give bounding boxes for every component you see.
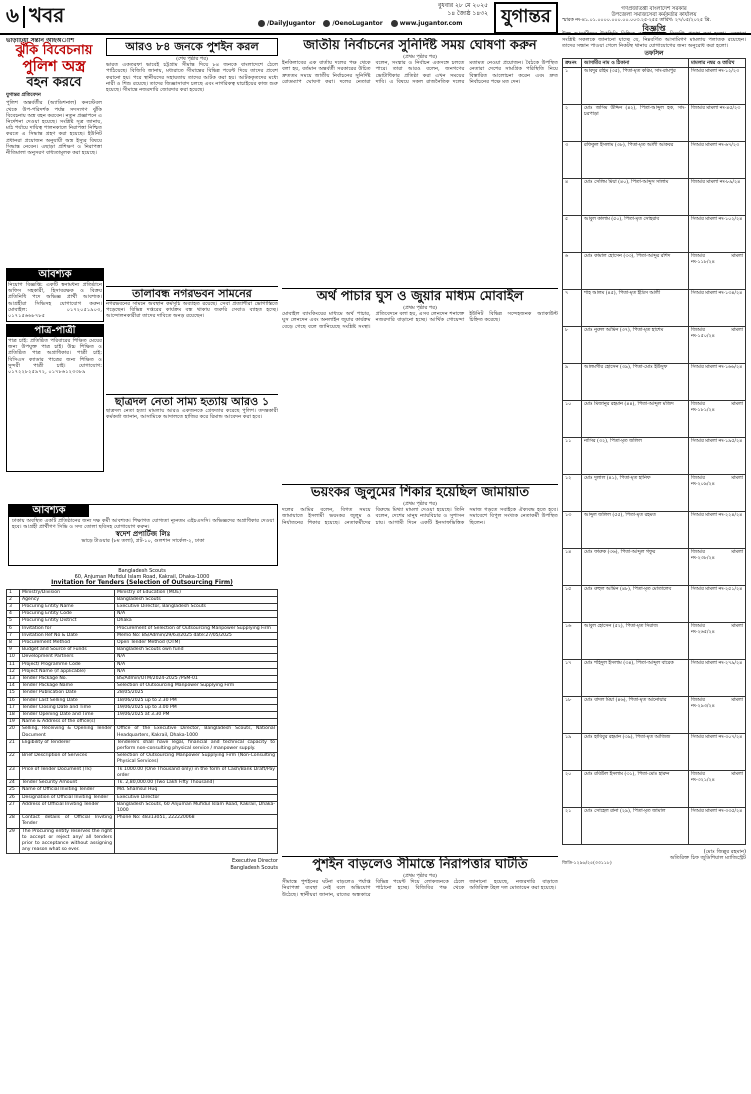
story-headline: ছাত্রদল নেতা সাম্য হত্যায় আরও ১ bbox=[106, 394, 278, 408]
masthead-left bbox=[6, 4, 64, 30]
accused-name: মোঃ জসিম উদ্দিন (৪২), পিতা-আব্দুল হক, সাং-চরপাড়া bbox=[582, 104, 689, 141]
tender-row-label: Tender Opening Date and Time bbox=[20, 712, 115, 719]
tender-row-no: 1 bbox=[7, 589, 20, 596]
tender-row-label: Tender Publication Date bbox=[20, 690, 115, 697]
notice-intro: উক্ত আসামীদের উপস্থিতি নিশ্চিত করার নিমিত্তে বিজ্ঞপ্তি প্রকাশ করা হলো। এতদ্বারা সংশ্লিষ্ট সকলকে জানানো যাচ্ছে যে, নিম্নবর্ণিত আসামিগণ মামলায় পলাতক রয়েছেন। তাদের সন্ধান পাওয়া গেলে নিকটস্থ থানায় যোগাযোগের জন্য অনুরোধ করা হলো। bbox=[562, 30, 746, 50]
accused-row bbox=[563, 437, 746, 474]
accused-case: সিআর মামলা নং-১৬৬/২৪ bbox=[689, 363, 746, 400]
accused-name: নাসির (৩২), পিতা-মৃত জলিল bbox=[582, 437, 689, 474]
accused-name: আবুল কালাম (৫০), পিতা-মৃত সোহরাব bbox=[582, 215, 689, 252]
accused-row bbox=[563, 141, 746, 178]
tender-row-label: Brief Description of Services bbox=[20, 753, 115, 766]
story-body: নগরভবনের সামনে অবস্থান কর্মসূচি অব্যাহত রয়েছে। সেবা প্রত্যাশীরা ভোগান্তিতে পড়েছেন। বিভিন্ন দপ্তরের কার্যক্রম বন্ধ থাকায় জরুরি সেবাও ব্যাহত হচ্ছে। আন্দোলনকারীরা তাদের দাবিতে অনড় রয়েছেন। bbox=[106, 301, 278, 320]
story-border-security bbox=[282, 856, 558, 1056]
story-kicker: (প্রথম পৃষ্ঠার পর) bbox=[403, 501, 437, 507]
ad-title: আবশ্যক bbox=[9, 505, 89, 517]
tender-row bbox=[7, 719, 278, 726]
tender-row bbox=[7, 611, 278, 618]
accused-case: জিআর মামলা নং-২৬৫/২৪ bbox=[689, 622, 746, 659]
accused-case: সিআর মামলা নং-১৯৫/২৪ bbox=[689, 437, 746, 474]
tender-row-label: Invitation Ref No & Date bbox=[20, 632, 115, 639]
story-body: মোবাইল ব্যাংকিংয়ের মাধ্যমে অর্থ পাচার, ঘুস লেনদেন এবং অনলাইন জুয়ার কার্যক্রম বেড়ে গেছে বলে জানিয়েছে সংশ্লিষ্ট সংস্থা। প্রতিবেদনে বলা হয়, এসব লেনদেন শনাক্তে নজরদারি বাড়ানো হচ্ছে। আর্থিক গোয়েন্দা ইউনিট বিভিন্ন সন্দেহজনক অ্যাকাউন্ট চিহ্নিত করেছে। bbox=[282, 311, 558, 330]
date-line-1: বুধবার ২৮ মে ২০২৫ bbox=[438, 2, 488, 9]
accused-no: ৯ bbox=[563, 363, 582, 400]
tender-row-label: Procurement Method bbox=[20, 640, 115, 647]
notice-signer: (মোঃ জিল্লুর রহমান) bbox=[703, 848, 746, 855]
accused-name: আবুল হোসেন (৫২), পিতা-মৃত সিরাজ bbox=[582, 622, 689, 659]
tender-row-value: 19/06/2025 up to 3.00 PM bbox=[115, 704, 278, 711]
tender-row-label: Designation of Official Inviting Tender bbox=[20, 794, 115, 801]
accused-name: মোঃ কামাল হোসেন (৩৩), পিতা-আব্দুর রশিদ bbox=[582, 252, 689, 289]
tender-row-label: Tender Closing Date and Time bbox=[20, 704, 115, 711]
tender-row bbox=[7, 766, 278, 779]
tender-row-no: 14 bbox=[7, 683, 20, 690]
accused-case: জিআর মামলা নং-২৩৮/২৪ bbox=[689, 548, 746, 585]
accused-row bbox=[563, 585, 746, 622]
accused-name: মোঃ রবিউল ইসলাম (৩১), পিতা-মোঃ হারুন bbox=[582, 770, 689, 807]
accused-no: ১২ bbox=[563, 474, 582, 511]
tender-row-no: 20 bbox=[7, 726, 20, 739]
tender-row-label: Name of Official Inviting Tender bbox=[20, 787, 115, 794]
col-header-no: ক্রঃনং bbox=[563, 58, 582, 67]
accused-case: সিআর মামলা নং-৩৩৫/২৪ bbox=[689, 807, 746, 844]
story-kicker: (শেষ পৃষ্ঠার পর) bbox=[176, 56, 208, 62]
tender-row-value: Selection of Outsourcing Manpower Supplying Firm bbox=[115, 683, 278, 690]
tender-row-label: Budget and Source of Funds bbox=[20, 647, 115, 654]
col-header-case: মামলার নম্বর ও তারিখ bbox=[689, 58, 746, 67]
accused-case: জিআর মামলা নং-২৯৩/২৪ bbox=[689, 696, 746, 733]
story-kicker: (প্রথম পৃষ্ঠার পর) bbox=[403, 873, 437, 879]
accused-case: জিআর মামলা নং-৩২১/২৪ bbox=[689, 770, 746, 807]
accused-row bbox=[563, 548, 746, 585]
accused-name: মোঃ হাবিবুর রহমান (৩৯), পিতা-মৃত আজিজ bbox=[582, 733, 689, 770]
accused-name: আবদুর রহিম (৩৫), পিতা-মৃত করিম, সাং-রামপুর bbox=[582, 67, 689, 104]
tender-row-label: Project Name (if applicable) bbox=[20, 668, 115, 675]
accused-row bbox=[563, 659, 746, 696]
tender-row bbox=[7, 697, 278, 704]
accused-row bbox=[563, 622, 746, 659]
accused-row bbox=[563, 474, 746, 511]
story-byline: যুগান্তর প্রতিবেদন bbox=[6, 92, 41, 99]
accused-row bbox=[563, 67, 746, 104]
story-body: দলের আমির বলেন, বিগত সময়ে জামায়াতে ইসলামী ভয়ংকর জুলুম ও নির্যাতনের শিকার হয়েছে। নেতাকর্মীদের বিরুদ্ধে মিথ্যা মামলা দেওয়া হয়েছে। তিনি বলেন, দেশের মানুষ ন্যায়বিচার ও সুশাসন চায়। আগামী দিনে একটি ইনসাফভিত্তিক সমাজ গড়তে সবাইকে ঐক্যবদ্ধ হতে হবে। সমাবেশে বিপুল সংখ্যক নেতাকর্মী উপস্থিত ছিলেন। bbox=[282, 507, 558, 526]
tender-row-label: Procuring Entity Code bbox=[20, 611, 115, 618]
accused-table bbox=[562, 58, 746, 845]
accused-row bbox=[563, 252, 746, 289]
tender-row bbox=[7, 618, 278, 625]
accused-name: আব্দুল জলিল (৫৫), পিতা-মৃত রহমত bbox=[582, 511, 689, 548]
story-city-hall bbox=[106, 286, 278, 390]
social-link-facebook[interactable]: /DailyJugantor bbox=[258, 20, 315, 27]
story-police-weapons bbox=[6, 38, 102, 266]
facebook-icon bbox=[258, 20, 265, 27]
accused-case: জিআর মামলা নং-২০৯/২৪ bbox=[689, 474, 746, 511]
tender-row-value: Open Tender Method (OTM) bbox=[115, 640, 278, 647]
tender-row-label: Development Partners bbox=[20, 654, 115, 661]
tender-row bbox=[7, 661, 278, 668]
date-line-2: ১৪ জ্যৈষ্ঠ ১৪৩২ bbox=[447, 10, 488, 17]
story-election bbox=[282, 38, 558, 270]
tender-row-no: 10 bbox=[7, 654, 20, 661]
tender-row-label: Eligibility of Tenderer bbox=[20, 739, 115, 752]
tender-row-value: Tk. 2,80,000.00 (Two Lakh Fifty Thousand) bbox=[115, 780, 278, 787]
story-headline: পুশইন বাড়লেও সীমান্তে নিরাপত্তার ঘাটতি bbox=[282, 856, 558, 873]
tender-row-label: Ministry/Division bbox=[20, 589, 115, 596]
tender-row-label: Invitation for bbox=[20, 625, 115, 632]
tender-row-no: 12 bbox=[7, 668, 20, 675]
accused-case: জিআর মামলা নং-১১৮/২৪ bbox=[689, 252, 746, 289]
tender-row bbox=[7, 801, 278, 814]
accused-name: মোঃ সেলিম মিয়া (৪০), পিতা-আব্দুস সালাম bbox=[582, 178, 689, 215]
story-headline: জাতীয় নির্বাচনের সুনির্দিষ্ট সময় ঘোষণা করুন bbox=[303, 38, 537, 53]
story-headline-line-3: বহন করবে bbox=[26, 75, 82, 91]
tender-row-label: Name & Address of the office(s) bbox=[20, 719, 115, 726]
accused-no: ৭ bbox=[563, 289, 582, 326]
tender-row-value: Md. Shamsul Huq bbox=[115, 787, 278, 794]
classified-body: নিয়োগ বিজ্ঞপ্তি: একটি স্বনামধন্য প্রতিষ্ঠানে অফিস সহকারী, হিসাবরক্ষক ও বিক্রয় প্রতিনিধি পদে অভিজ্ঞ প্রার্থী আবশ্যক। আগ্রহীরা সিভিসহ যোগাযোগ করুন। মোবাইল: ০১৭২০৫১৯০৩, ০১৭১৫৬৬৮৭৮৫ bbox=[8, 282, 102, 320]
tender-row-no: 3 bbox=[7, 604, 20, 611]
accused-row bbox=[563, 770, 746, 807]
tender-row-value: Bangladesh Scouts, 60 Anjuman Mufidul Islam Road, Kakrail, Dhaka-1000 bbox=[115, 801, 278, 814]
tender-row-no: 16 bbox=[7, 697, 20, 704]
accused-name: শাহ আলম (৪৫), পিতা-মৃত ইদ্রিস আলী bbox=[582, 289, 689, 326]
tender-address: 60, Anjuman Mufidul Islam Road, Kakrail, Dhaka-1000 bbox=[74, 574, 210, 581]
social-link-twitter[interactable]: /OenoLugantor bbox=[323, 20, 382, 27]
ad-address: ভাড়ে টাওয়ার (৮ম তলা), প্লট-১০, গুলশান সার্কেল-২, ঢাকা bbox=[81, 537, 205, 544]
notice-footer-code: জিডি-১২৯৬/২৫(৩৩১১৮) bbox=[562, 861, 612, 867]
accused-no: ১ bbox=[563, 67, 582, 104]
tender-row bbox=[7, 668, 278, 675]
story-body: ছাত্রদল নেতা হত্যা মামলায় আরও একজনকে গ্রেফতার করেছে পুলিশ। তদন্তকারী কর্মকর্তা জানান, আসামিকে আদালতে হাজির করে রিমান্ড আবেদন করা হবে। bbox=[106, 408, 278, 421]
tender-row-no: 2 bbox=[7, 596, 20, 603]
accused-case: সিআর মামলা নং-৩০৭/২৪ bbox=[689, 733, 746, 770]
tender-row-value: Bangladesh Scouts own fund bbox=[115, 647, 278, 654]
tender-row-no: 21 bbox=[7, 739, 20, 752]
tender-row-value: 19/06/2025 at 3.30 PM bbox=[115, 712, 278, 719]
story-body: ভারত একতরফা ভাবেই চট্টগ্রাম সীমান্ত দিয়ে ৮৪ জনকে বাংলাদেশে ঠেলে পাঠিয়েছে। বিজিবি জানায়, মধ্যরাতে সীমান্তের বিভিন্ন পয়েন্ট দিয়ে তাদের প্রবেশ করানো হয়। পরে স্থানীয়দের সহায়তায় তাদের আটক করা হয়। আটককৃতদের মধ্যে নারী ও শিশু রয়েছে। তাদের জিজ্ঞাসাবাদ চলছে এবং নাগরিকত্ব যাচাইয়ের কাজ শুরু হয়েছে। সীমান্তে নজরদারি জোরদার করা হয়েছে। bbox=[106, 62, 278, 94]
tender-row bbox=[7, 794, 278, 801]
story-headline-line-1: ঝুঁকি বিবেচনায় bbox=[15, 43, 93, 59]
accused-case: সিআর মামলা নং-১৩৪/২৪ bbox=[689, 289, 746, 326]
tender-row-value: Dhaka bbox=[115, 618, 278, 625]
accused-name: মোঃ ফারুক (৩৬), পিতা-আব্দুল গফুর bbox=[582, 548, 689, 585]
tender-row-label: Procuring Entity Name bbox=[20, 604, 115, 611]
tender-row-label: Price of Tender Document (Tk) bbox=[20, 766, 115, 779]
accused-no: ১৩ bbox=[563, 511, 582, 548]
tender-title: Invitation for Tenders (Selection of Outsourcing Firm) bbox=[51, 579, 233, 587]
accused-row bbox=[563, 400, 746, 437]
tender-row-no: 25 bbox=[7, 787, 20, 794]
tender-row-value: Selection of Outsourcing Manpower Supplying Firm (Non-Consulting Physical Services) bbox=[115, 753, 278, 766]
social-link-web[interactable]: www.jugantor.com bbox=[391, 20, 463, 27]
accused-no: ২ bbox=[563, 104, 582, 141]
accused-row bbox=[563, 511, 746, 548]
tender-row bbox=[7, 632, 278, 639]
tender-row-label: Tender Package Name bbox=[20, 683, 115, 690]
accused-case: সিআর মামলা নং-২২৪/২৪ bbox=[689, 511, 746, 548]
accused-name: মোঃ বাদল মিয়া (৪৬), পিতা-মৃত আনোয়ার bbox=[582, 696, 689, 733]
tender-row-no: 29 bbox=[7, 828, 20, 854]
tender-row-no: 24 bbox=[7, 780, 20, 787]
tender-row-value: Executive Director bbox=[115, 794, 278, 801]
tender-row-value: Phone No: 48313051, 222220068 bbox=[115, 815, 278, 828]
accused-case: জিআর মামলা নং-৪৫/২৩ bbox=[689, 104, 746, 141]
ad-body: ঢাকায় অবস্থিত একটি প্রতিষ্ঠানের জন্য দক্ষ কর্মী আবশ্যক। শিক্ষাগত যোগ্যতা ন্যূনতম এইচএসসি। অভিজ্ঞদের অগ্রাধিকার দেওয়া হবে। আগ্রহী প্রার্থীগণ সিভি ও সদ্য তোলা ছবিসহ যোগাযোগ করুন। bbox=[12, 518, 274, 531]
accused-no: ১৮ bbox=[563, 696, 582, 733]
tender-row-label: Procuring Entity District bbox=[20, 618, 115, 625]
accused-name: মোঃ সোহেল রানা (২৯), পিতা-মৃত জামাল bbox=[582, 807, 689, 844]
tender-row bbox=[7, 726, 278, 739]
tender-row-value: 18/06/2025 up to 2.30 PM bbox=[115, 697, 278, 704]
tender-table bbox=[6, 589, 278, 855]
twitter-icon bbox=[323, 20, 330, 27]
notice-title: বিজ্ঞপ্তি bbox=[642, 22, 666, 33]
accused-case: সিআর মামলা নং-১০২/২৪ bbox=[689, 215, 746, 252]
tender-row-no: 27 bbox=[7, 801, 20, 814]
accused-name: রফিকুল ইসলাম (৩৮), পিতা-মৃত আলী আকবর bbox=[582, 141, 689, 178]
tender-signer-org: Bangladesh Scouts bbox=[230, 864, 278, 871]
tender-row bbox=[7, 589, 278, 596]
tender-row bbox=[7, 647, 278, 654]
tender-row-no: 18 bbox=[7, 712, 20, 719]
accused-no: ৪ bbox=[563, 178, 582, 215]
accused-no: ১৯ bbox=[563, 733, 582, 770]
tender-row-value bbox=[115, 719, 278, 726]
story-body: পুলিশ অন্তর্বর্তীর (অ্যাডিশনাল) কনস্টেবল থেকে উপ-পরিদর্শক পর্যন্ত সদস্যগণ ঝুঁকি বিবেচনায় অস্ত্র বহন করবেন। নতুন প্রজ্ঞাপনে এ নির্দেশনা দেওয়া হয়েছে। সংশ্লিষ্ট সূত্র জানায়, মাঠ পর্যায়ে দায়িত্ব পালনকালে নিরাপত্তা নিশ্চিত করতে এ সিদ্ধান্ত গ্রহণ করা হয়েছে। ইউনিট প্রধানরা প্রয়োজন অনুযায়ী অস্ত্র ইস্যুর বিষয়ে সিদ্ধান্ত নেবেন। এছাড়া প্রশিক্ষণ ও নিরাপত্তা নীতিমালা অনুসরণ বাধ্যতামূলক করা হয়েছে। bbox=[6, 100, 102, 157]
story-kicker: (প্রথম পৃষ্ঠার পর) bbox=[403, 54, 437, 60]
accused-row bbox=[563, 733, 746, 770]
classified-title: পাত্র-পাত্রী bbox=[7, 325, 103, 337]
tender-row-no: 22 bbox=[7, 753, 20, 766]
court-notice bbox=[562, 6, 746, 1086]
accused-row bbox=[563, 363, 746, 400]
tender-row bbox=[7, 704, 278, 711]
accused-no: ১৭ bbox=[563, 659, 582, 696]
story-body: ইনকিলাবের এক বার্তায় দলের পক্ষ থেকে বলা হয়, বর্তমান অন্তর্বর্তী সরকারের উচিত দ্রুততম সময়ে জাতীয় নির্বাচনের সুনির্দিষ্ট রোডম্যাপ ঘোষণা করা। দলের নেতারা বলেন, সংস্কার ও নির্বাচন একসঙ্গে চলতে পারে। তারা আরও বলেন, জনগণের ভোটাধিকার প্রতিষ্ঠা করা এখন সময়ের দাবি। এ বিষয়ে সকল রাজনৈতিক দলের মতামত নেওয়া প্রয়োজন। বৈঠকে উপস্থিত নেতারা দেশের সামগ্রিক পরিস্থিতি নিয়ে বিস্তারিত আলোচনা করেন এবং দ্রুত নির্বাচনের পক্ষে মত দেন। bbox=[282, 60, 558, 85]
accused-case: সিআর মামলা নং-১২/২৩ bbox=[689, 67, 746, 104]
story-headline: আরও ৮৪ জনকে পুশইন করল bbox=[106, 38, 278, 56]
advertisement-recruitment bbox=[8, 504, 278, 566]
accused-no: ৩ bbox=[563, 141, 582, 178]
ad-company: স্বদেশ প্রপার্টিজ লিঃ bbox=[115, 529, 171, 539]
tender-row-value: Memo No: BS/Admin/29/63/2025 date:27/05/2025 bbox=[115, 632, 278, 639]
tender-row-value: BS/Admin/OTM/2024-2025 /PSM-01 bbox=[115, 676, 278, 683]
tender-row bbox=[7, 712, 278, 719]
accused-case: সিআর মামলা নং-২৭৯/২৪ bbox=[689, 659, 746, 696]
tender-row-label: Tender Security Amount bbox=[20, 780, 115, 787]
accused-case: জিআর মামলা নং-১৫০/২৪ bbox=[689, 326, 746, 363]
tender-signer: Executive Director bbox=[231, 858, 278, 865]
tender-row bbox=[7, 787, 278, 794]
tender-row bbox=[7, 596, 278, 603]
accused-row bbox=[563, 104, 746, 141]
accused-name: মোঃ রুহুল আমিন (৪৮), পিতা-মৃত মোতালেব bbox=[582, 585, 689, 622]
accused-name: মোঃ শহিদুল ইসলাম (৩৪), পিতা-আব্দুল বারেক bbox=[582, 659, 689, 696]
classified-body: পাত্র চাই: প্রতিষ্ঠিত পরিবারের শিক্ষিত মেয়ের জন্য উপযুক্ত পাত্র চাই। উচ্চ শিক্ষিত ও প্রতিষ্ঠিত পাত্র অগ্রাধিকার। পাত্রী চাই: বিসিএস ক্যাডার পাত্রের জন্য শিক্ষিত ও সুন্দরী পাত্রী চাই। যোগাযোগ: ০১৭২২৮২৫৯৭২, ০১৭৮৬১২৩৩৮৯ bbox=[8, 338, 102, 376]
accused-row bbox=[563, 326, 746, 363]
accused-no: ১০ bbox=[563, 400, 582, 437]
tender-row-no: 19 bbox=[7, 719, 20, 726]
tender-row-value bbox=[115, 828, 278, 854]
accused-no: ১৫ bbox=[563, 585, 582, 622]
accused-row bbox=[563, 289, 746, 326]
accused-name: মোঃ দুলাল (৪১), পিতা-মৃত হানিফ bbox=[582, 474, 689, 511]
tender-row-no: 26 bbox=[7, 794, 20, 801]
accused-name: মোঃ মিজানুর রহমান (৪৪), পিতা-আব্দুল মজিদ bbox=[582, 400, 689, 437]
tender-row-no: 5 bbox=[7, 618, 20, 625]
accused-no: ১১ bbox=[563, 437, 582, 474]
accused-no: ৬ bbox=[563, 252, 582, 289]
notice-signer-title: অতিরিক্ত চিফ জুডিশিয়াল ম্যাজিস্ট্রেট bbox=[669, 855, 746, 862]
accused-case: জিআর মামলা নং-৮৯/২৪ bbox=[689, 178, 746, 215]
tender-row bbox=[7, 780, 278, 787]
classified-title: আবশ্যক bbox=[7, 269, 103, 281]
tender-row-value: Tenderers shall have legal, financial and technical capacity to perform non-consulting physical service / manpower supply. bbox=[115, 739, 278, 752]
tender-row-label: Tender Last Selling Date bbox=[20, 697, 115, 704]
accused-no: ৫ bbox=[563, 215, 582, 252]
notice-header-2: উপজেলা সমাজসেবা কর্মকর্তার কার্যালয় bbox=[611, 12, 697, 19]
tender-org: Bangladesh Scouts bbox=[118, 568, 166, 574]
classified-jobs bbox=[6, 268, 104, 322]
tender-row-value: Executive Director, Bangladesh Scouts bbox=[115, 604, 278, 611]
tender-row-label: Tender Package No. bbox=[20, 676, 115, 683]
tender-row-no: 6 bbox=[7, 625, 20, 632]
tender-row bbox=[7, 676, 278, 683]
tender-row-value: Ministry of Education (MOE) bbox=[115, 589, 278, 596]
tender-row-label: Agency bbox=[20, 596, 115, 603]
tender-row bbox=[7, 654, 278, 661]
tender-row bbox=[7, 739, 278, 752]
tender-row-value: Tk 1000.00 (One Thousand only) in the form of Cash/Bank Draft/Pay order bbox=[115, 766, 278, 779]
story-kicker: ভাড়াটিয়া সন্তান আইঅাশি bbox=[6, 38, 75, 44]
tender-row-label: Contact details of Official Inviting Tender bbox=[20, 815, 115, 828]
notice-header-1: গণপ্রজাতন্ত্রী বাংলাদেশ সরকার bbox=[621, 6, 687, 12]
tender-notice bbox=[6, 568, 278, 1062]
story-kicker: (প্রথম পৃষ্ঠার পর) bbox=[403, 305, 437, 311]
tender-row bbox=[7, 753, 278, 766]
accused-no: ২০ bbox=[563, 770, 582, 807]
accused-no: ১৬ bbox=[563, 622, 582, 659]
accused-row bbox=[563, 215, 746, 252]
story-body: সীমান্তে পুশইনের ঘটনা বাড়লেও পর্যাপ্ত নিরাপত্তা ব্যবস্থা নেই বলে অভিযোগ উঠেছে। স্থানীয়রা জানান, রাতের অন্ধকারে বিভিন্ন পয়েন্ট দিয়ে লোকজনকে ঠেলে পাঠানো হচ্ছে। বিজিবির পক্ষ থেকে জানানো হয়েছে, নজরদারি বাড়াতে অতিরিক্ত টহল দল মোতায়েন করা হয়েছে। bbox=[282, 879, 558, 898]
masthead-divider bbox=[23, 6, 25, 28]
tender-row-no: 17 bbox=[7, 704, 20, 711]
section-title: খবর bbox=[29, 2, 65, 27]
tender-row-no: 11 bbox=[7, 661, 20, 668]
tender-row bbox=[7, 828, 278, 854]
tender-row-label: Address of Official Inviting Tender bbox=[20, 801, 115, 814]
accused-row bbox=[563, 807, 746, 844]
accused-no: ২১ bbox=[563, 807, 582, 844]
accused-row bbox=[563, 696, 746, 733]
tender-row-no: 15 bbox=[7, 690, 20, 697]
globe-icon bbox=[391, 20, 398, 27]
tender-row bbox=[7, 683, 278, 690]
tender-row-no: 9 bbox=[7, 647, 20, 654]
notice-table-label: তফসিল bbox=[644, 50, 664, 58]
accused-row bbox=[563, 178, 746, 215]
story-headline: তালাবন্ধ নগরভবন সামনের bbox=[106, 286, 278, 301]
tender-row-no: 4 bbox=[7, 611, 20, 618]
tender-row-no: 13 bbox=[7, 676, 20, 683]
tender-row-value: Procurement of Selection of Outsourcing Manpower Supplying Firm bbox=[115, 625, 278, 632]
col-header-name: আসামীর নাম ও ঠিকানা bbox=[582, 58, 689, 67]
tender-row-no: 23 bbox=[7, 766, 20, 779]
tender-row bbox=[7, 625, 278, 632]
newspaper-logo: যুগান্তর bbox=[494, 2, 558, 34]
tender-row bbox=[7, 815, 278, 828]
story-mobile-money bbox=[282, 288, 558, 476]
tender-row-no: 7 bbox=[7, 632, 20, 639]
story-jamaat bbox=[282, 484, 558, 774]
tender-row-value: N/A bbox=[115, 611, 278, 618]
story-headline-line-2: পুলিশ অস্ত্র bbox=[22, 57, 86, 76]
tender-row-value: N/A bbox=[115, 661, 278, 668]
tender-row-label: The Procuring entity reserves the right to accept or reject any/ all tenders prior to acceptance without assigning any reason what so ever. bbox=[20, 828, 115, 854]
social-links bbox=[258, 20, 558, 27]
tender-row-value: Bangladesh Scouts bbox=[115, 596, 278, 603]
tender-row-no: 8 bbox=[7, 640, 20, 647]
accused-name: মোঃ নুরুল আমিন (৩৭), পিতা-মৃত হাশেম bbox=[582, 326, 689, 363]
accused-no: ৮ bbox=[563, 326, 582, 363]
tender-row-value: N/A bbox=[115, 654, 278, 661]
tender-row-label: Selling, Receiving & Opening Tender Document bbox=[20, 726, 115, 739]
masthead-date bbox=[258, 2, 488, 18]
tender-row-value: N/A bbox=[115, 668, 278, 675]
accused-case: সিআর মামলা নং-২৫১/২৪ bbox=[689, 585, 746, 622]
story-student-murder bbox=[106, 394, 278, 498]
tender-row-label: Project/ Programme Code bbox=[20, 661, 115, 668]
story-headline: অর্থ পাচার ঘুস ও জুয়ার মাধ্যম মোবাইল bbox=[282, 288, 558, 305]
story-pushin bbox=[106, 38, 278, 284]
tender-row bbox=[7, 640, 278, 647]
tender-row bbox=[7, 690, 278, 697]
notice-memo: স্মারক নং-৪১.০১.০০০০.০০০.০০.০০৩.২৫-২৫৫ তারিখ: ২৭/০৫/২০২৫ খ্রি. bbox=[562, 18, 712, 24]
tender-row-value: 28/05/2025 bbox=[115, 690, 278, 697]
classified-matrimonial bbox=[6, 324, 104, 472]
accused-no: ১৪ bbox=[563, 548, 582, 585]
page-number: ৬ bbox=[6, 2, 20, 27]
accused-case: সিআর মামলা নং-৬৭/২৩ bbox=[689, 141, 746, 178]
tender-row-no: 28 bbox=[7, 815, 20, 828]
tender-row bbox=[7, 604, 278, 611]
accused-name: আলমগীর হোসেন (৩৯), পিতা-মোঃ ইউসুফ bbox=[582, 363, 689, 400]
story-headline: ভয়ংকর জুলুমের শিকার হয়েছিল জামায়াত bbox=[282, 484, 558, 501]
accused-case: জিআর মামলা নং-১৮১/২৪ bbox=[689, 400, 746, 437]
tender-row-value: Office of the Executive Director, Bangladesh Scouts, National Headquarters, Kakrail, Dhaka-1000 bbox=[115, 726, 278, 739]
